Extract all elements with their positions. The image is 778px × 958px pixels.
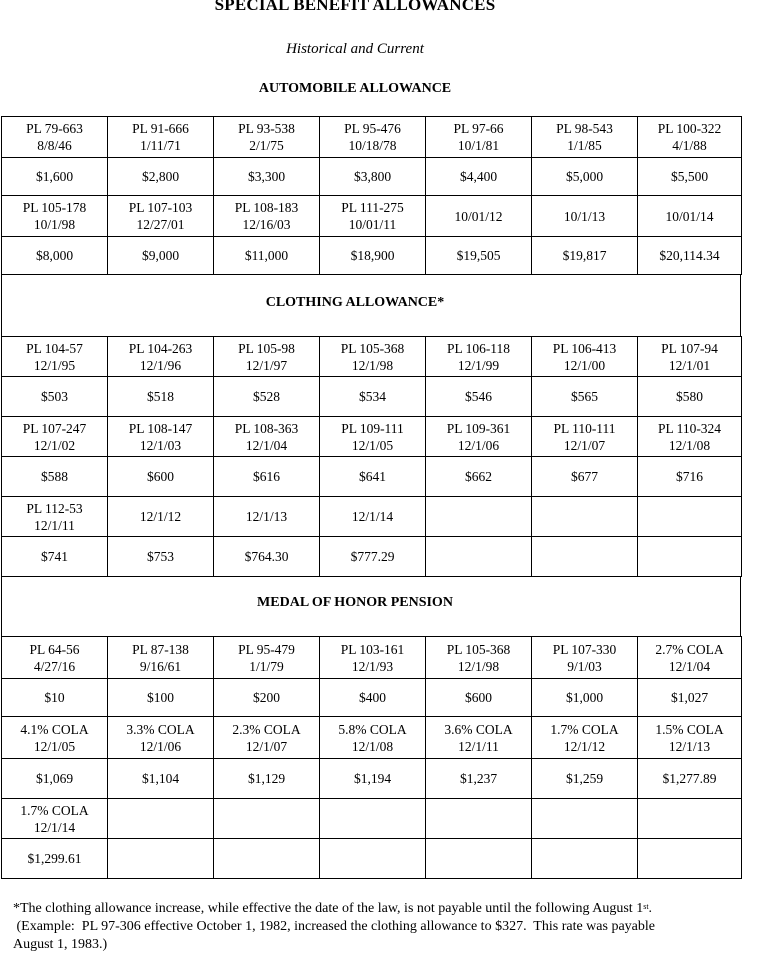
law-name: PL 106-413 [552,340,617,356]
amount-cell: $1,027 [638,679,742,717]
law-name: 10/01/12 [454,208,503,224]
law-cell [108,637,214,679]
amount-cell: $20,114.34 [638,237,742,275]
law-cell [638,497,742,537]
law-name: PL 95-476 [344,121,401,136]
law-date: 12/1/96 [139,357,182,373]
law-name: PL 100-322 [657,121,722,136]
law-row [2,117,742,158]
law-cell [2,717,108,759]
law-cell [2,196,108,237]
law-date: 12/1/01 [668,357,711,373]
law-date: 2/1/75 [249,138,284,153]
amount-row [2,839,742,879]
law-cell [108,717,214,759]
law-date: 8/8/46 [37,138,72,153]
law-name: PL 93-538 [238,121,295,136]
law-name: 4.1% COLA [20,721,89,737]
law-date: 10/01/11 [348,217,397,232]
law-date: 1/11/71 [140,138,181,153]
law-cell [638,417,742,457]
law-cell [320,196,426,237]
law-name: PL 105-368 [340,340,405,356]
law-date: 12/16/03 [242,217,291,232]
law-name: PL 104-263 [128,340,193,356]
law-row [2,717,742,759]
footnote-line-1 [13,900,778,918]
footnote-text-1: *The clothing allowance increase, while effective the date of the law, is not payable until the following August 1 [13,901,644,916]
amount-cell: $616 [214,457,320,497]
law-cell [426,717,532,759]
law-cell [214,117,320,158]
law-name: PL 105-368 [446,641,511,657]
law-cell [532,417,638,457]
law-cell [108,799,214,839]
law-cell [108,117,214,158]
amount-cell: $546 [426,377,532,417]
law-name: PL 107-330 [552,641,617,657]
law-date: 12/1/97 [245,357,288,373]
law-cell [108,196,214,237]
law-cell [638,337,742,377]
amount-cell: $1,069 [2,759,108,799]
law-cell [426,337,532,377]
amount-cell: $588 [2,457,108,497]
law-name: PL 98-543 [556,121,613,136]
law-date: 12/1/14 [33,819,76,835]
law-date: 12/1/04 [245,437,288,453]
law-date: 10/18/78 [348,138,397,153]
law-name: PL 103-161 [340,641,405,657]
law-cell [214,337,320,377]
law-cell [638,717,742,759]
amount-cell: $753 [108,537,214,577]
law-cell [638,637,742,679]
law-cell [2,337,108,377]
amount-cell: $600 [426,679,532,717]
amount-row [2,377,742,417]
amount-cell [108,839,214,879]
law-row [2,799,742,839]
amount-cell: $1,299.61 [2,839,108,879]
law-date: 12/1/03 [139,437,182,453]
law-name: 3.3% COLA [126,721,195,737]
amount-row [2,679,742,717]
law-cell [214,497,320,537]
law-date: 12/1/12 [563,738,606,754]
law-date: 12/1/95 [33,357,76,373]
amount-cell [320,839,426,879]
law-cell [532,196,638,237]
amount-cell [638,839,742,879]
law-date: 12/1/98 [457,658,500,674]
law-date: 1/1/85 [567,138,602,153]
law-row [2,337,742,377]
law-date: 12/1/08 [668,437,711,453]
law-cell [214,417,320,457]
amount-cell: $503 [2,377,108,417]
law-cell [320,717,426,759]
law-name: 1.7% COLA [20,802,89,818]
law-cell [426,196,532,237]
law-name: PL 87-138 [132,641,189,657]
law-cell [532,799,638,839]
amount-cell: $18,900 [320,237,426,275]
law-cell [532,117,638,158]
law-date: 12/1/07 [245,738,288,754]
amount-row [2,158,742,196]
footnote [13,900,778,954]
law-cell [320,337,426,377]
amount-cell: $5,500 [638,158,742,196]
law-name: PL 105-178 [22,200,87,215]
law-name: PL 108-147 [128,420,193,436]
law-name: 2.3% COLA [232,721,301,737]
law-name: 12/1/12 [139,509,182,524]
law-cell [320,799,426,839]
amount-cell [532,839,638,879]
law-date: 12/1/05 [33,738,76,754]
section-title-clothing: CLOTHING ALLOWANCE* [265,295,445,310]
page-title: SPECIAL BENEFIT ALLOWANCES [214,0,496,14]
amount-cell: $741 [2,537,108,577]
law-row [2,637,742,679]
law-name: PL 107-103 [128,200,193,215]
law-date: 12/1/93 [351,658,394,674]
law-cell [108,337,214,377]
amount-cell: $641 [320,457,426,497]
law-date: 12/1/13 [668,738,711,754]
amount-cell [426,839,532,879]
law-name: 10/1/13 [563,208,606,224]
amount-cell [426,537,532,577]
law-name: 10/01/14 [665,208,714,224]
law-name: PL 64-56 [29,641,80,657]
amount-row [2,237,742,275]
law-name: PL 109-361 [446,420,511,436]
footnote-superscript: st [643,902,649,911]
law-cell [2,637,108,679]
law-cell [638,196,742,237]
law-date: 12/27/01 [136,217,185,232]
amount-cell: $1,000 [532,679,638,717]
law-name: PL 110-111 [553,420,616,436]
amount-cell: $100 [108,679,214,717]
law-date: 9/16/61 [139,658,182,674]
amount-cell: $518 [108,377,214,417]
amount-cell: $580 [638,377,742,417]
law-name: PL 106-118 [446,340,511,356]
law-cell [214,196,320,237]
amount-cell: $677 [532,457,638,497]
law-cell [320,417,426,457]
amount-cell [638,537,742,577]
page-subtitle: Historical and Current [286,41,424,57]
amount-cell [214,839,320,879]
law-date: 10/1/98 [33,217,76,232]
amount-cell: $600 [108,457,214,497]
amount-cell: $1,277.89 [638,759,742,799]
law-date: 12/1/99 [457,357,500,373]
law-cell [108,417,214,457]
law-date: 4/1/88 [672,138,707,153]
law-date: 12/1/04 [668,658,711,674]
law-cell [2,799,108,839]
law-date: 1/1/79 [249,658,284,674]
amount-cell: $764.30 [214,537,320,577]
amount-row [2,537,742,577]
amount-cell: $3,800 [320,158,426,196]
amount-cell: $777.29 [320,537,426,577]
law-cell [108,497,214,537]
law-cell [638,117,742,158]
law-cell [532,637,638,679]
amount-cell: $1,194 [320,759,426,799]
amount-cell [532,537,638,577]
law-cell [532,497,638,537]
amount-cell: $2,800 [108,158,214,196]
law-cell [426,117,532,158]
amount-cell: $528 [214,377,320,417]
law-date: 12/1/98 [351,357,394,373]
amount-cell: $5,000 [532,158,638,196]
law-name: 2.7% COLA [655,641,724,657]
amount-cell: $1,129 [214,759,320,799]
footnote-line-2: (Example: PL 97-306 effective October 1, 1982, increased the clothing allowance to $327. This rate was payable [13,919,655,934]
law-cell [320,497,426,537]
amount-cell: $19,505 [426,237,532,275]
law-row [2,417,742,457]
amount-cell: $662 [426,457,532,497]
amount-cell: $3,300 [214,158,320,196]
law-date: 12/1/07 [563,437,606,453]
law-date: 12/1/11 [458,738,499,754]
law-date: 10/1/81 [457,138,500,153]
law-cell [426,417,532,457]
law-row [2,497,742,537]
law-name: PL 105-98 [238,340,295,356]
law-name: PL 112-53 [26,500,83,516]
law-date: 12/1/11 [34,517,75,533]
amount-cell: $1,104 [108,759,214,799]
law-cell [2,117,108,158]
law-name: PL 111-275 [341,200,404,215]
amount-cell: $1,259 [532,759,638,799]
footnote-text-1-end: . [648,901,653,916]
law-cell [426,497,532,537]
amount-cell: $1,237 [426,759,532,799]
law-date: 9/1/03 [567,658,602,674]
law-name: PL 104-57 [26,340,83,356]
law-cell [320,637,426,679]
law-name: PL 91-666 [132,121,189,136]
law-cell [638,799,742,839]
law-cell [426,799,532,839]
clothing-table [1,336,742,577]
amount-cell: $400 [320,679,426,717]
law-name: PL 107-247 [22,420,87,436]
automobile-table [1,116,742,275]
law-name: 1.5% COLA [655,721,724,737]
law-name: 12/1/13 [245,509,288,524]
amount-row [2,759,742,799]
law-name: PL 79-663 [26,121,83,136]
law-cell [426,637,532,679]
law-name: PL 108-183 [234,200,299,215]
amount-cell: $9,000 [108,237,214,275]
law-name: PL 95-479 [238,641,295,657]
amount-cell: $716 [638,457,742,497]
law-name: 3.6% COLA [444,721,513,737]
law-cell [2,497,108,537]
law-date: 12/1/06 [139,738,182,754]
law-cell [320,117,426,158]
law-date: 4/27/16 [33,658,76,674]
law-date: 12/1/06 [457,437,500,453]
law-name: PL 109-111 [341,420,404,436]
amount-cell: $4,400 [426,158,532,196]
law-cell [532,337,638,377]
law-cell [2,417,108,457]
amount-cell: $11,000 [214,237,320,275]
law-cell [214,717,320,759]
law-cell [532,717,638,759]
amount-row [2,457,742,497]
law-name: 12/1/14 [351,509,394,524]
amount-cell: $1,600 [2,158,108,196]
amount-cell: $200 [214,679,320,717]
footnote-line-3: August 1, 1983.) [13,937,108,952]
law-name: 1.7% COLA [550,721,619,737]
law-date: 12/1/02 [33,437,76,453]
medal-table [1,636,742,879]
law-name: PL 97-66 [453,121,504,136]
amount-cell: $8,000 [2,237,108,275]
law-name: PL 108-363 [234,420,299,436]
amount-cell: $565 [532,377,638,417]
section-title-automobile: AUTOMOBILE ALLOWANCE [258,81,452,96]
law-date: 12/1/08 [351,738,394,754]
amount-cell: $19,817 [532,237,638,275]
amount-cell: $10 [2,679,108,717]
law-row [2,196,742,237]
law-name: PL 110-324 [657,420,722,436]
amount-cell: $534 [320,377,426,417]
section-title-medal: MEDAL OF HONOR PENSION [257,595,453,610]
law-date: 12/1/05 [351,437,394,453]
law-cell [214,637,320,679]
law-cell [214,799,320,839]
law-name: PL 107-94 [661,340,718,356]
law-name: 5.8% COLA [338,721,407,737]
law-date: 12/1/00 [563,357,606,373]
